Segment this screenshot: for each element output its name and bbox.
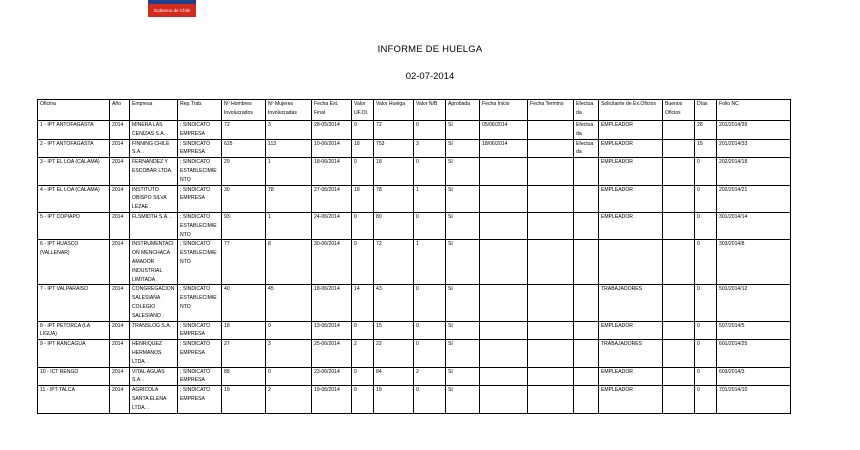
table-cell: 8 - IPT PETORCA (LA LIGUA) xyxy=(38,321,110,340)
table-cell xyxy=(480,285,528,321)
table-row xyxy=(38,121,791,140)
report-date: 02-07-2014 xyxy=(405,71,455,82)
logo-label: Gobierno de Chile xyxy=(148,4,196,17)
table-cell: 0 xyxy=(695,367,717,386)
table-cell: 601/2014/25 xyxy=(717,340,791,367)
table-cell xyxy=(480,340,528,367)
table-cell: 0 xyxy=(266,367,312,386)
table-cell: 30 xyxy=(222,185,266,212)
table-cell: 88 xyxy=(222,367,266,386)
column-header: Empresa xyxy=(130,100,178,121)
table-cell: 05/06/2014 xyxy=(480,121,528,140)
table-cell: 303/2014/8 xyxy=(717,240,791,285)
table-cell: TRABAJADORES xyxy=(599,340,663,367)
table-cell xyxy=(528,285,574,321)
table-cell: 0 xyxy=(414,121,446,140)
table-cell: EMPLEADOR xyxy=(599,321,663,340)
table-cell: 0 xyxy=(414,212,446,239)
column-header: Buenos Oficios xyxy=(663,100,695,121)
table-cell xyxy=(574,386,599,413)
table-cell: 2014 xyxy=(110,158,130,185)
table-cell: ; SINDICATO EMPRESA xyxy=(178,386,222,413)
table-cell: 8 xyxy=(266,240,312,285)
table-cell: 0 xyxy=(352,158,374,185)
table-cell: 72 xyxy=(374,240,414,285)
table-cell: TRANSLOG S.A. . xyxy=(130,321,178,340)
column-header: Nº Hombres Involucrados xyxy=(222,100,266,121)
table-cell xyxy=(528,139,574,158)
table-cell: 2014 xyxy=(110,285,130,321)
table-cell xyxy=(528,185,574,212)
table-cell: 19 xyxy=(222,386,266,413)
column-header: Aprobada xyxy=(446,100,480,121)
table-cell: 84 xyxy=(374,367,414,386)
table-cell: FINNING CHILE S.A. . xyxy=(130,139,178,158)
table-cell xyxy=(663,340,695,367)
column-header: Fecha Inicio xyxy=(480,100,528,121)
table-cell: ; SINDICATO EMPRESA xyxy=(178,139,222,158)
table-cell xyxy=(528,158,574,185)
table-cell: 1 xyxy=(266,158,312,185)
table-cell: 72 xyxy=(222,121,266,140)
table-cell: 0 xyxy=(414,340,446,367)
column-header: Oficina xyxy=(38,100,110,121)
table-row xyxy=(38,340,791,367)
table-cell: ; SINDICATO EMPRESA xyxy=(178,340,222,367)
table-cell xyxy=(663,367,695,386)
table-cell: MINERA LAS CENIZAS S.A. . xyxy=(130,121,178,140)
table-cell: EMPLEADOR xyxy=(599,386,663,413)
table-cell xyxy=(528,321,574,340)
table-cell xyxy=(574,212,599,239)
report-title: INFORME DE HUELGA xyxy=(377,44,483,55)
table-cell: 0 xyxy=(352,386,374,413)
table-cell xyxy=(528,386,574,413)
table-cell: ; SINDICATO EMPRESA xyxy=(178,321,222,340)
table-cell xyxy=(599,240,663,285)
table-cell: 201/2014/33 xyxy=(717,139,791,158)
table-cell: FERNANDEZ Y ESCOBAR LTDA. . xyxy=(130,158,178,185)
table-cell: EMPLEADOR xyxy=(599,185,663,212)
column-header: Efectuada xyxy=(574,100,599,121)
table-cell xyxy=(574,158,599,185)
table-cell: 93 xyxy=(222,212,266,239)
table-cell: 701/2014/10 xyxy=(717,386,791,413)
table-cell: 2014 xyxy=(110,340,130,367)
table-row xyxy=(38,158,791,185)
table-cell: VITAL AGUAS S.A. . xyxy=(130,367,178,386)
table-cell: INSTITUTO OBISPO SILVA LEZAE . xyxy=(130,185,178,212)
table-cell: 202/2014/21 xyxy=(717,185,791,212)
table-cell: 11 - IPT TALCA xyxy=(38,386,110,413)
table-cell: 0 xyxy=(695,212,717,239)
table-cell: 6 - IPT HUASCO (VALLENAR) xyxy=(38,240,110,285)
table-cell: 1 - IPT ANTOFAGASTA xyxy=(38,121,110,140)
table-cell xyxy=(574,340,599,367)
table-cell: TRABAJADORES xyxy=(599,285,663,321)
table-cell: ; SINDICATO ESTABLECIMIENTO xyxy=(178,212,222,239)
table-cell: 10 - ICT RENGO xyxy=(38,367,110,386)
table-cell xyxy=(480,386,528,413)
table-cell: ; SINDICATO ESTABLECIMIENTO xyxy=(178,285,222,321)
table-cell: 1 xyxy=(414,185,446,212)
table-cell xyxy=(663,285,695,321)
column-header: Rep.Trab. xyxy=(178,100,222,121)
table-cell: SI xyxy=(446,185,480,212)
table-cell: 301/2014/14 xyxy=(717,212,791,239)
table-cell: 3 - IPT EL LOA (CALAMA) xyxy=(38,158,110,185)
table-cell: 14 xyxy=(352,285,374,321)
table-cell: 2 xyxy=(352,340,374,367)
table-cell: 3 xyxy=(266,121,312,140)
table-cell: 13-06/2014 xyxy=(312,321,352,340)
table-cell: 3 xyxy=(266,340,312,367)
table-cell: 78 xyxy=(374,185,414,212)
table-cell xyxy=(663,139,695,158)
table-cell: 0 xyxy=(695,340,717,367)
column-header: Valor Huelga xyxy=(374,100,414,121)
table-cell: 2014 xyxy=(110,139,130,158)
table-cell: 30-06/2014 xyxy=(312,240,352,285)
column-header: Folio NC xyxy=(717,100,791,121)
table-cell: AGRICOLA SANTA ELENA LTDA. . xyxy=(130,386,178,413)
table-cell: 2014 xyxy=(110,185,130,212)
table-cell xyxy=(480,158,528,185)
table-cell: Efectuada xyxy=(574,139,599,158)
table-row xyxy=(38,185,791,212)
table-cell: CONGREGACION SALESIANA COLEGIO SALESIANO . xyxy=(130,285,178,321)
table-cell: 1 xyxy=(266,212,312,239)
table-cell xyxy=(574,285,599,321)
table-cell xyxy=(663,212,695,239)
table-cell: 18 xyxy=(374,158,414,185)
table-cell: 40 xyxy=(222,285,266,321)
table-cell xyxy=(663,240,695,285)
table-cell: 2 xyxy=(414,367,446,386)
table-cell xyxy=(528,367,574,386)
table-cell xyxy=(663,386,695,413)
table-cell: 18 xyxy=(352,185,374,212)
table-cell: 603/2014/3 xyxy=(717,367,791,386)
table-cell: EMPLEADOR xyxy=(599,121,663,140)
column-header: Valor UF.Ol. xyxy=(352,100,374,121)
column-header: Días xyxy=(695,100,717,121)
table-cell: 0 xyxy=(695,386,717,413)
table-cell: 0 xyxy=(352,367,374,386)
table-cell: 507/2014/5 xyxy=(717,321,791,340)
table-cell xyxy=(528,212,574,239)
table-cell: 0 xyxy=(695,285,717,321)
column-header: Fecha Termino xyxy=(528,100,574,121)
table-cell: SI xyxy=(446,367,480,386)
table-cell: SI xyxy=(446,139,480,158)
table-cell: EMPLEADOR xyxy=(599,367,663,386)
table-cell: 28-05/2014 xyxy=(312,121,352,140)
table-cell xyxy=(480,240,528,285)
table-cell xyxy=(528,240,574,285)
table-cell: SI xyxy=(446,158,480,185)
table-cell: 19 xyxy=(374,386,414,413)
table-cell: 15 xyxy=(374,321,414,340)
table-cell: EMPLEADOR xyxy=(599,139,663,158)
table-cell: SI xyxy=(446,212,480,239)
table-cell: 18-06/2014 xyxy=(312,158,352,185)
table-cell: 5 - IPT COPIAPO xyxy=(38,212,110,239)
table-cell: ; SINDICATO EMPRESA xyxy=(178,185,222,212)
table-cell xyxy=(663,185,695,212)
table-cell: 72 xyxy=(374,121,414,140)
table-cell: 25-06/2014 xyxy=(312,340,352,367)
table-cell: 201/2014/39 xyxy=(717,121,791,140)
table-cell: 0 xyxy=(352,240,374,285)
strike-report-table xyxy=(37,99,791,414)
column-header: Fecha Ext. Final xyxy=(312,100,352,121)
table-cell: 0 xyxy=(352,121,374,140)
table-cell: 2014 xyxy=(110,367,130,386)
table-cell: INSTRUMENTACION MENCHACA AMADOR INDUSTRIAL LIMITADA . xyxy=(130,240,178,285)
table-cell: 753 xyxy=(374,139,414,158)
table-cell: 43 xyxy=(374,285,414,321)
table-cell: SI xyxy=(446,340,480,367)
table-cell: 625 xyxy=(222,139,266,158)
table-cell xyxy=(663,158,695,185)
column-header: Año xyxy=(110,100,130,121)
table-cell: 22 xyxy=(374,340,414,367)
table-cell: SI xyxy=(446,121,480,140)
table-cell: 501/2014/12 xyxy=(717,285,791,321)
table-cell xyxy=(480,185,528,212)
table-cell: HENRIQUEZ HERMANOS LTDA. . xyxy=(130,340,178,367)
column-header: Nº Mujeres Involucradas xyxy=(266,100,312,121)
table-cell: 2014 xyxy=(110,386,130,413)
table-cell xyxy=(574,321,599,340)
table-cell: 23-06/2014 xyxy=(312,367,352,386)
table-cell: 80 xyxy=(374,212,414,239)
table-cell: 18 xyxy=(352,139,374,158)
table-cell: 0 xyxy=(695,321,717,340)
table-cell xyxy=(663,121,695,140)
table-cell: 18/06/2014 xyxy=(480,139,528,158)
table-cell xyxy=(480,212,528,239)
table-cell: 0 xyxy=(695,158,717,185)
table-row xyxy=(38,321,791,340)
table-cell: ; SINDICATO EMPRESA xyxy=(178,121,222,140)
table-cell xyxy=(480,367,528,386)
table-cell: 9 - IPT RANCAGUA xyxy=(38,340,110,367)
table-cell: FLSMIDTH S.A. . xyxy=(130,212,178,239)
column-header: Valor N/B xyxy=(414,100,446,121)
table-cell: 3 xyxy=(414,139,446,158)
table-cell: 0 xyxy=(414,158,446,185)
table-cell xyxy=(663,321,695,340)
table-cell: 0 xyxy=(352,321,374,340)
table-row xyxy=(38,285,791,321)
table-cell: 78 xyxy=(266,185,312,212)
table-cell: 45 xyxy=(266,285,312,321)
table-cell: 0 xyxy=(266,321,312,340)
table-cell xyxy=(574,367,599,386)
table-row xyxy=(38,139,791,158)
table-cell: 113 xyxy=(266,139,312,158)
table-cell: 24-06/2014 xyxy=(312,212,352,239)
table-cell: 2014 xyxy=(110,212,130,239)
table-row xyxy=(38,240,791,285)
table-cell: 2014 xyxy=(110,321,130,340)
table-cell: 0 xyxy=(414,386,446,413)
table-cell: SI xyxy=(446,285,480,321)
table-cell: SI xyxy=(446,321,480,340)
table-cell: 0 xyxy=(414,321,446,340)
table-row xyxy=(38,367,791,386)
table-cell: 7 - IPT VALPARAISO xyxy=(38,285,110,321)
table-cell: 0 xyxy=(352,212,374,239)
table-cell xyxy=(528,340,574,367)
table-cell: SI xyxy=(446,386,480,413)
table-cell xyxy=(574,240,599,285)
table-cell: 28 xyxy=(695,121,717,140)
header-row xyxy=(38,100,791,121)
gobierno-de-chile-logo xyxy=(148,0,196,17)
table-cell: 10-06/2014 xyxy=(312,139,352,158)
table-cell: 2014 xyxy=(110,240,130,285)
table-cell: 1 xyxy=(414,240,446,285)
table-cell: SI xyxy=(446,240,480,285)
table-cell: 27 xyxy=(222,340,266,367)
table-cell: ; SINDICATO EMPRESA xyxy=(178,367,222,386)
table-cell: 2 xyxy=(266,386,312,413)
column-header: Solicitante de Ex.Oficios xyxy=(599,100,663,121)
table-cell: 27-06/2014 xyxy=(312,185,352,212)
table-row xyxy=(38,212,791,239)
table-cell xyxy=(574,185,599,212)
table-cell: 4 - IPT EL LOA (CALAMA) xyxy=(38,185,110,212)
table-cell: 18-06/2014 xyxy=(312,285,352,321)
table-cell: 0 xyxy=(695,185,717,212)
table-cell: EMPLEADOR xyxy=(599,212,663,239)
table-cell: 202/2014/18 xyxy=(717,158,791,185)
table-row xyxy=(38,386,791,413)
table-cell: 19-06/2014 xyxy=(312,386,352,413)
table-body xyxy=(38,121,791,414)
table-cell: 15 xyxy=(695,139,717,158)
table-cell: EMPLEADOR xyxy=(599,158,663,185)
table-cell xyxy=(480,321,528,340)
table-cell: ; SINDICATO ESTABLECIMIENTO xyxy=(178,158,222,185)
table-cell: ; SINDICATO ESTABLECIMIENTO xyxy=(178,240,222,285)
table-cell: 2 - IPT ANTOFAGASTA xyxy=(38,139,110,158)
table-cell: 2014 xyxy=(110,121,130,140)
table-cell: 77 xyxy=(222,240,266,285)
table-cell: 18 xyxy=(222,321,266,340)
table-cell: 0 xyxy=(414,285,446,321)
table-cell: Efectuada xyxy=(574,121,599,140)
table-cell xyxy=(528,121,574,140)
table-cell: 29 xyxy=(222,158,266,185)
table-cell: 0 xyxy=(695,240,717,285)
